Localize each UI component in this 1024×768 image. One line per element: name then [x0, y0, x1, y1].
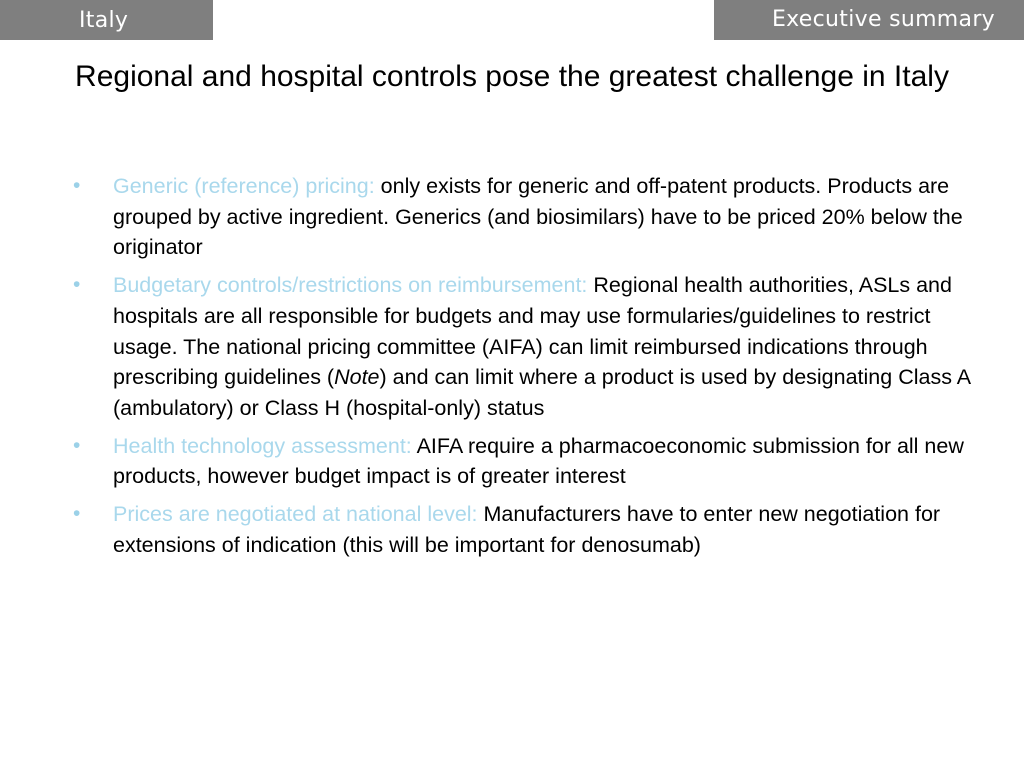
bullet-lead: Prices are negotiated at national level: [113, 502, 484, 527]
bullet-price-negotiation [70, 499, 970, 560]
bullet-text: AIFA require a pharmacoeconomic submission for all new products, however budget impact is of greater interest [113, 433, 964, 489]
bullet-text: Regional health authorities, ASLs and hospitals are all responsible for budgets and may use formularies/guidelines to restrict usage. The national pricing committee (AIFA) can limit reimbursed indications through prescribing guidelines ( [113, 273, 952, 390]
bullet-point-icon: • [73, 174, 81, 197]
bullet-text: only exists for generic and off-patent products. Products are grouped by active ingredient. Generics (and biosimilars) have to be priced 20% below the originator [113, 174, 963, 260]
bullet-lead: Health technology assessment: [113, 433, 417, 458]
bullet-text: Manufacturers have to enter new negotiation for extensions of indication (this will be important for denosumab) [113, 502, 941, 557]
bullet-lead: Budgetary controls/restrictions on reimbursement: [113, 273, 594, 298]
bullet-health-technology-assessment [70, 431, 970, 492]
bullet-generic-pricing [70, 171, 970, 263]
slide-title: Regional and hospital controls pose the greatest challenge in Italy [75, 60, 949, 93]
bullet-point-icon: • [73, 273, 81, 297]
bullet-budgetary-controls [70, 270, 970, 424]
section-tab-italy: Italy [0, 0, 213, 40]
bullet-list [70, 171, 970, 567]
bullet-lead: Generic (reference) pricing: [113, 174, 381, 198]
bullet-point-icon: • [73, 502, 81, 526]
bullet-italic-note: Note [334, 365, 380, 390]
section-tab-executive-summary: Executive summary [714, 0, 1024, 40]
bullet-point-icon: • [73, 433, 81, 457]
bullet-text-continued: ) and can limit where a product is used by designating Class A (ambulatory) or Class H (hospital-only) status [113, 365, 970, 420]
